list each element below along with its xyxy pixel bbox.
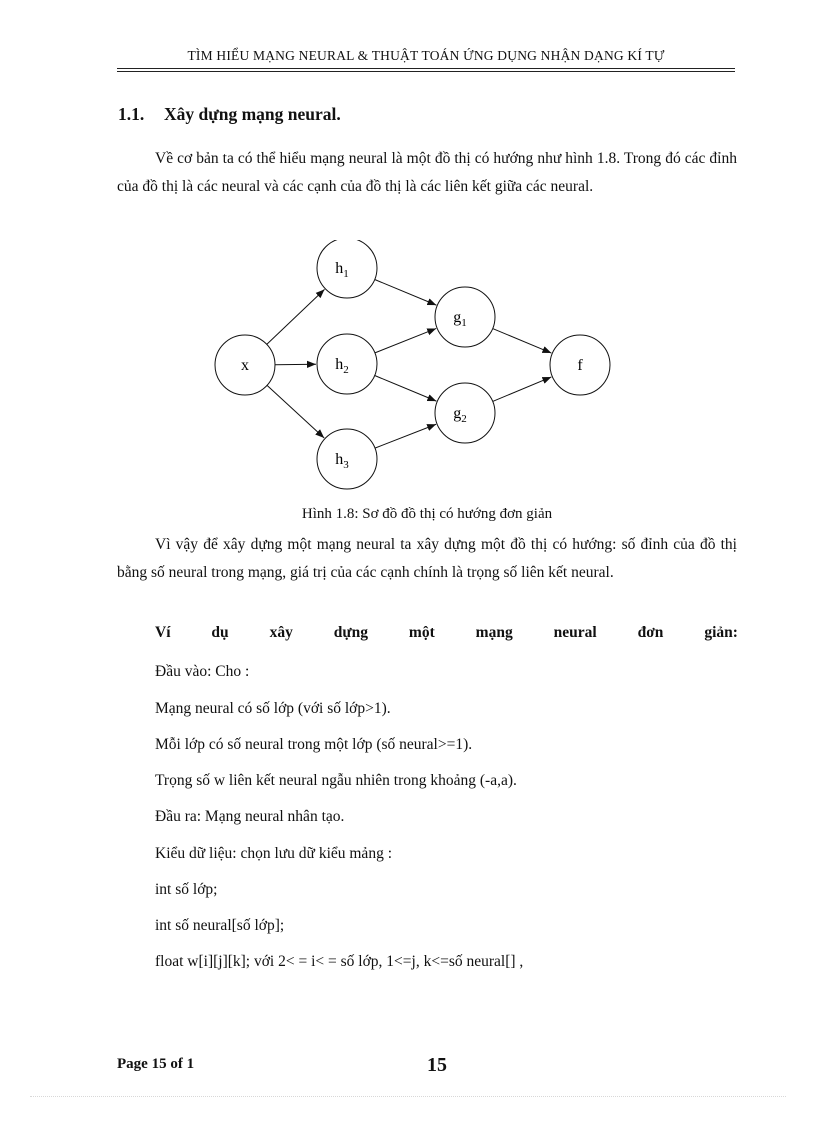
graph-nodes — [215, 240, 610, 489]
example-line-code-layers: int số lớp; — [155, 881, 218, 898]
page-header: TÌM HIỂU MẠNG NEURAL & THUẬT TOÁN ỨNG DỤNG NHẬN DẠNG KÍ TỰ — [187, 48, 665, 63]
node-g2-label: $g_2$ — [453, 405, 467, 425]
page-number: 15 — [427, 1054, 447, 1076]
example-line-weights: Trọng số w liên kết neural ngẫu nhiên trong khoảng (-a,a). — [155, 772, 517, 789]
example-title-word: xây — [269, 624, 293, 641]
edge-g2-to-f — [493, 377, 552, 402]
example-title-word: Ví — [155, 624, 171, 641]
edge-x-to-h1 — [267, 289, 325, 344]
edge-h2-to-g2 — [375, 376, 437, 402]
node-h1-subscript: 1 — [343, 268, 349, 280]
example-title-word: dựng — [333, 624, 369, 641]
node-h2-subscript: 2 — [343, 364, 349, 376]
example-line-input: Đầu vào: Cho : — [155, 663, 250, 680]
node-h3-label: $h_3$ — [335, 451, 349, 471]
section-title: Xây dựng mạng neural. — [164, 104, 341, 124]
edge-g1-to-f — [493, 329, 552, 354]
node-g1-label: $g_1$ — [453, 309, 467, 329]
example-title-word: đơn — [637, 624, 664, 641]
example-line-code-neurons: int số neural[số lớp]; — [155, 917, 285, 934]
example-title-word: dụ — [211, 624, 229, 641]
example-title — [155, 624, 738, 642]
example-line-datatype: Kiểu dữ liệu: chọn lưu dữ kiểu mảng : — [155, 845, 392, 862]
node-h3-subscript: 3 — [343, 459, 349, 471]
directed-graph — [205, 240, 625, 490]
edge-h1-to-g1 — [375, 280, 437, 306]
node-g1-subscript: 1 — [461, 317, 467, 329]
section-heading — [118, 104, 341, 125]
edge-x-to-h3 — [267, 385, 324, 438]
intro-paragraph: Về cơ bản ta có thể hiểu mạng neural là một đồ thị có hướng như hình 1.8. Trong đó các đỉnh của đồ thị là các neural và các cạnh của đồ thị là các liên kết giữa các neural. — [117, 150, 737, 195]
node-x-label: x — [241, 357, 249, 374]
example-title-word: một — [408, 624, 435, 641]
example-line-code-weights: float w[i][j][k]; với 2< = i< = số lớp, 1<=j, k<=số neural[] , — [155, 953, 524, 970]
section-number: 1.1. — [118, 104, 145, 124]
graph-edges — [267, 280, 552, 449]
header-rule-top — [117, 68, 735, 69]
example-title-word: mạng — [475, 624, 513, 641]
after-figure-paragraph: Vì vậy để xây dựng một mạng neural ta xây dựng một đồ thị có hướng: số đỉnh của đồ thị bằng số neural trong mạng, giá trị của các cạnh chính là trọng số liên kết neural. — [117, 536, 737, 581]
example-title-word: giản: — [704, 624, 738, 641]
node-g2-subscript: 2 — [461, 413, 467, 425]
figure-caption: Hình 1.8: Sơ đồ đồ thị có hướng đơn giản — [301, 506, 553, 522]
node-f-label: f — [577, 357, 583, 374]
example-line-output: Đầu ra: Mạng neural nhân tạo. — [155, 808, 345, 825]
directed-graph-figure — [205, 240, 625, 490]
header-rule-bottom — [117, 71, 735, 72]
page-bottom-divider — [30, 1096, 786, 1097]
example-title-word: neural — [553, 624, 597, 641]
example-line-layers: Mạng neural có số lớp (với số lớp>1). — [155, 700, 391, 717]
example-line-neurons: Mỗi lớp có số neural trong một lớp (số neural>=1). — [155, 736, 473, 753]
node-h2-label: $h_2$ — [335, 356, 349, 376]
edge-h3-to-g2 — [375, 424, 436, 448]
page-label: Page 15 of 1 — [117, 1056, 195, 1072]
edge-h2-to-g1 — [375, 328, 436, 352]
node-h1-label: $h_1$ — [335, 260, 349, 280]
